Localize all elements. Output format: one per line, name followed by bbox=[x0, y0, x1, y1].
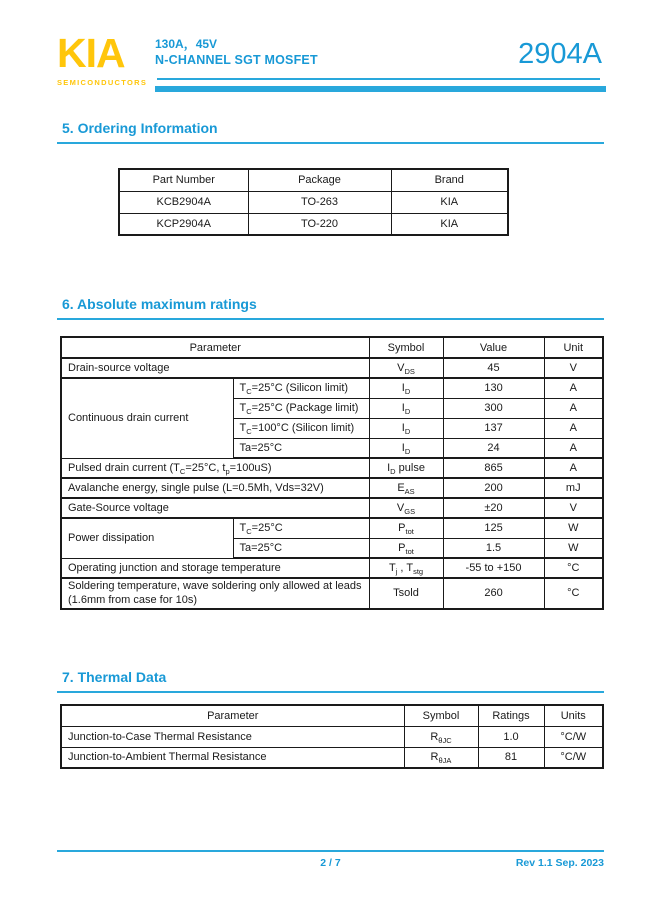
header-spec-line2: N-CHANNEL SGT MOSFET bbox=[155, 53, 318, 67]
cell-value: 137 bbox=[443, 418, 544, 438]
row-power-dissipation-1 bbox=[61, 518, 603, 538]
ordering-table bbox=[118, 168, 509, 236]
cell-value: 200 bbox=[443, 478, 544, 498]
cell-value: 260 bbox=[443, 578, 544, 609]
cell-symbol: $I_D$ bbox=[369, 418, 443, 438]
cell-parameter-group: Power dissipation bbox=[61, 518, 233, 558]
cell-symbol: $V_{DS}$ bbox=[369, 358, 443, 378]
column-header-symbol: Symbol bbox=[369, 337, 443, 358]
cell-parameter: Junction-to-Case Thermal Resistance bbox=[61, 726, 404, 747]
cell-ratings: 1.0 bbox=[478, 726, 544, 747]
section-title-ratings: 6. Absolute maximum ratings bbox=[62, 296, 257, 312]
cell-condition: $T_C=25^\circ C$ bbox=[233, 518, 369, 538]
column-header-value: Value bbox=[443, 337, 544, 358]
cell-parameter: Drain-source voltage bbox=[61, 358, 369, 378]
cell-parameter: Junction-to-Ambient Thermal Resistance bbox=[61, 747, 404, 768]
cell-unit: °C bbox=[544, 578, 603, 609]
cell-unit: A bbox=[544, 418, 603, 438]
cell-symbol: Tsold bbox=[369, 578, 443, 609]
revision-label: Rev 1.1 Sep. 2023 bbox=[515, 857, 604, 869]
row-continuous-drain-current-1 bbox=[61, 378, 603, 398]
section-underline-ordering bbox=[57, 142, 604, 144]
cell-value: 45 bbox=[443, 358, 544, 378]
cell-unit: W bbox=[544, 518, 603, 538]
cell-unit: A bbox=[544, 458, 603, 478]
cell-parameter: Gate-Source voltage bbox=[61, 498, 369, 518]
row-avalanche-energy bbox=[61, 478, 603, 498]
column-header-brand: Brand bbox=[391, 169, 508, 191]
logo-text: KIA bbox=[57, 30, 125, 76]
section-underline-ratings bbox=[57, 318, 604, 320]
section-underline-thermal bbox=[57, 691, 604, 693]
table-row bbox=[119, 191, 508, 213]
cell-condition: $T_C=25^\circ C$ (Silicon limit) bbox=[233, 378, 369, 398]
column-header-parameter: Parameter bbox=[61, 705, 404, 726]
cell-brand: KIA bbox=[391, 213, 508, 235]
brand-logo bbox=[57, 30, 148, 87]
cell-parameter: Avalanche energy, single pulse (L=0.5Mh, Vds=32V) bbox=[61, 478, 369, 498]
cell-value: 130 bbox=[443, 378, 544, 398]
table-row bbox=[119, 213, 508, 235]
logo-tagline: SEMICONDUCTORS bbox=[57, 77, 148, 87]
header-device-description bbox=[155, 37, 318, 69]
header-spec-line1: 130A，45V bbox=[155, 37, 218, 51]
cell-parameter: Soldering temperature, wave soldering only allowed at leads (1.6mm from case for 10s) bbox=[61, 578, 369, 609]
row-operating-temperature bbox=[61, 558, 603, 578]
header-rule-thick bbox=[155, 86, 606, 92]
thermal-header-row bbox=[61, 705, 603, 726]
part-number-title: 2904A bbox=[518, 38, 602, 70]
cell-ratings: 81 bbox=[478, 747, 544, 768]
cell-symbol: $P_{tot}$ bbox=[369, 538, 443, 558]
footer-rule bbox=[57, 850, 604, 852]
ratings-header-row bbox=[61, 337, 603, 358]
row-junction-to-ambient bbox=[61, 747, 603, 768]
absolute-maximum-ratings-table bbox=[60, 336, 604, 610]
cell-symbol: $V_{GS}$ bbox=[369, 498, 443, 518]
ordering-header-row bbox=[119, 169, 508, 191]
cell-parameter: Operating junction and storage temperature bbox=[61, 558, 369, 578]
cell-unit: A bbox=[544, 378, 603, 398]
row-junction-to-case bbox=[61, 726, 603, 747]
column-header-units: Units bbox=[544, 705, 603, 726]
cell-symbol: $R_{\theta JC}$ bbox=[404, 726, 478, 747]
page-indicator: 2 / 7 bbox=[320, 857, 341, 869]
cell-value: 24 bbox=[443, 438, 544, 458]
cell-symbol: $P_{tot}$ bbox=[369, 518, 443, 538]
column-header-symbol: Symbol bbox=[404, 705, 478, 726]
cell-package: TO-263 bbox=[248, 191, 391, 213]
section-title-ordering: 5. Ordering Information bbox=[62, 120, 218, 136]
row-pulsed-drain-current bbox=[61, 458, 603, 478]
cell-value: 300 bbox=[443, 398, 544, 418]
column-header-ratings: Ratings bbox=[478, 705, 544, 726]
cell-part-number: KCB2904A bbox=[119, 191, 248, 213]
section-title-thermal: 7. Thermal Data bbox=[62, 669, 167, 685]
row-gate-source-voltage bbox=[61, 498, 603, 518]
cell-symbol: $T_j$ , $T_{stg}$ bbox=[369, 558, 443, 578]
cell-unit: A bbox=[544, 398, 603, 418]
cell-value: 125 bbox=[443, 518, 544, 538]
cell-unit: mJ bbox=[544, 478, 603, 498]
cell-package: TO-220 bbox=[248, 213, 391, 235]
cell-parameter: Pulsed drain current ($T_C=25^\circ C$, $t_p=100uS$) bbox=[61, 458, 369, 478]
cell-unit: A bbox=[544, 438, 603, 458]
cell-symbol: $E_{AS}$ bbox=[369, 478, 443, 498]
column-header-part-number: Part Number bbox=[119, 169, 248, 191]
cell-value: 865 bbox=[443, 458, 544, 478]
cell-condition: $T_C=100^\circ C$ (Silicon limit) bbox=[233, 418, 369, 438]
column-header-parameter: Parameter bbox=[61, 337, 369, 358]
cell-symbol: $I_D$ bbox=[369, 438, 443, 458]
cell-unit: °C bbox=[544, 558, 603, 578]
column-header-unit: Unit bbox=[544, 337, 603, 358]
cell-value: 1.5 bbox=[443, 538, 544, 558]
cell-symbol: $I_D$ bbox=[369, 378, 443, 398]
cell-condition: $T_C=25^\circ C$ (Package limit) bbox=[233, 398, 369, 418]
cell-unit: W bbox=[544, 538, 603, 558]
cell-condition: Ta=25°C bbox=[233, 438, 369, 458]
row-soldering-temperature bbox=[61, 578, 603, 609]
thermal-data-table bbox=[60, 704, 604, 769]
cell-value: ±20 bbox=[443, 498, 544, 518]
row-drain-source-voltage bbox=[61, 358, 603, 378]
cell-condition: Ta=25°C bbox=[233, 538, 369, 558]
cell-part-number: KCP2904A bbox=[119, 213, 248, 235]
cell-units: °C/W bbox=[544, 726, 603, 747]
cell-units: °C/W bbox=[544, 747, 603, 768]
column-header-package: Package bbox=[248, 169, 391, 191]
cell-symbol: $I_D$ bbox=[369, 398, 443, 418]
cell-value: -55 to +150 bbox=[443, 558, 544, 578]
cell-symbol: $I_D$ pulse bbox=[369, 458, 443, 478]
cell-symbol: $R_{\theta JA}$ bbox=[404, 747, 478, 768]
cell-brand: KIA bbox=[391, 191, 508, 213]
header-rule-thin bbox=[157, 78, 600, 80]
cell-unit: V bbox=[544, 498, 603, 518]
cell-parameter-group: Continuous drain current bbox=[61, 378, 233, 458]
cell-unit: V bbox=[544, 358, 603, 378]
